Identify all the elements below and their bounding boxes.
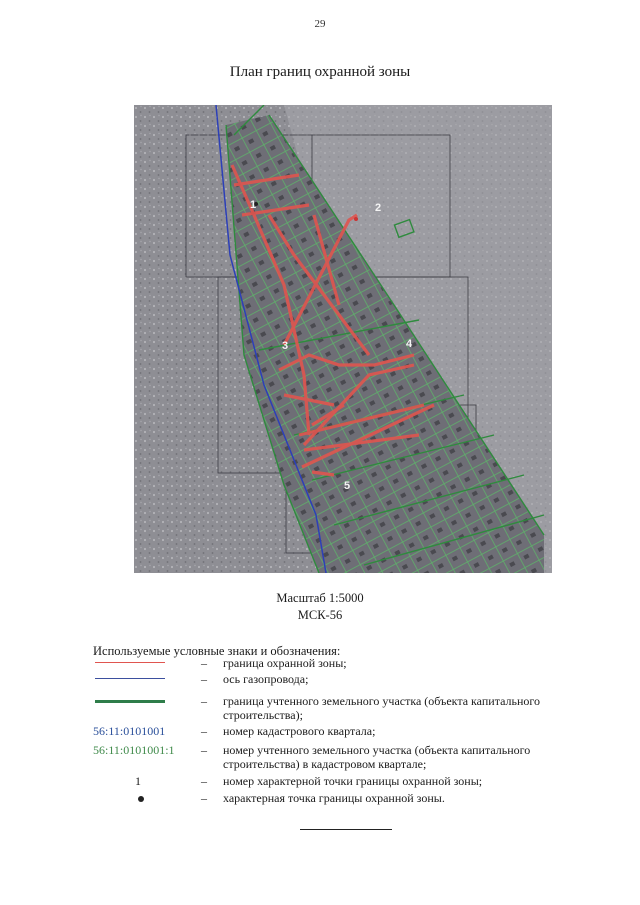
page-title: План границ охранной зоны [229,64,411,80]
bottom-rule [300,829,392,830]
land-plot-code: 56:11:0101001:1 [93,743,175,757]
scale-label: Масштаб 1:5000 [276,591,364,605]
green-thick-line-symbol [95,700,165,703]
scale-block [0,590,640,624]
legend-title: Используемые условные знаки и обозначения: [93,644,341,658]
legend-item-land-plot-boundary: – граница учтенного земельного участка (объекта капитального строительства); [93,694,593,724]
page-number: 29 [314,18,326,30]
point-label-2: 2 [375,202,382,214]
point-label-5: 5 [344,480,351,492]
protection-zone-map [134,105,552,573]
point-number-symbol: 1 [135,774,141,788]
cadastral-quarter-code: 56:11:0101001 [93,724,166,738]
blue-line-symbol [95,678,165,679]
legend-item-land-plot-number: 56:11:0101001:1 – номер учтенного земельного участка (объекта капитального строительства) в кадастровом квартале; [93,743,531,771]
coordinate-system-label: МСК-56 [297,608,343,622]
point-label-4: 4 [406,338,413,350]
dot-symbol [138,796,144,802]
point-label-1: 1 [250,199,257,211]
point-label-3: 3 [282,340,289,352]
red-line-symbol [95,662,165,663]
